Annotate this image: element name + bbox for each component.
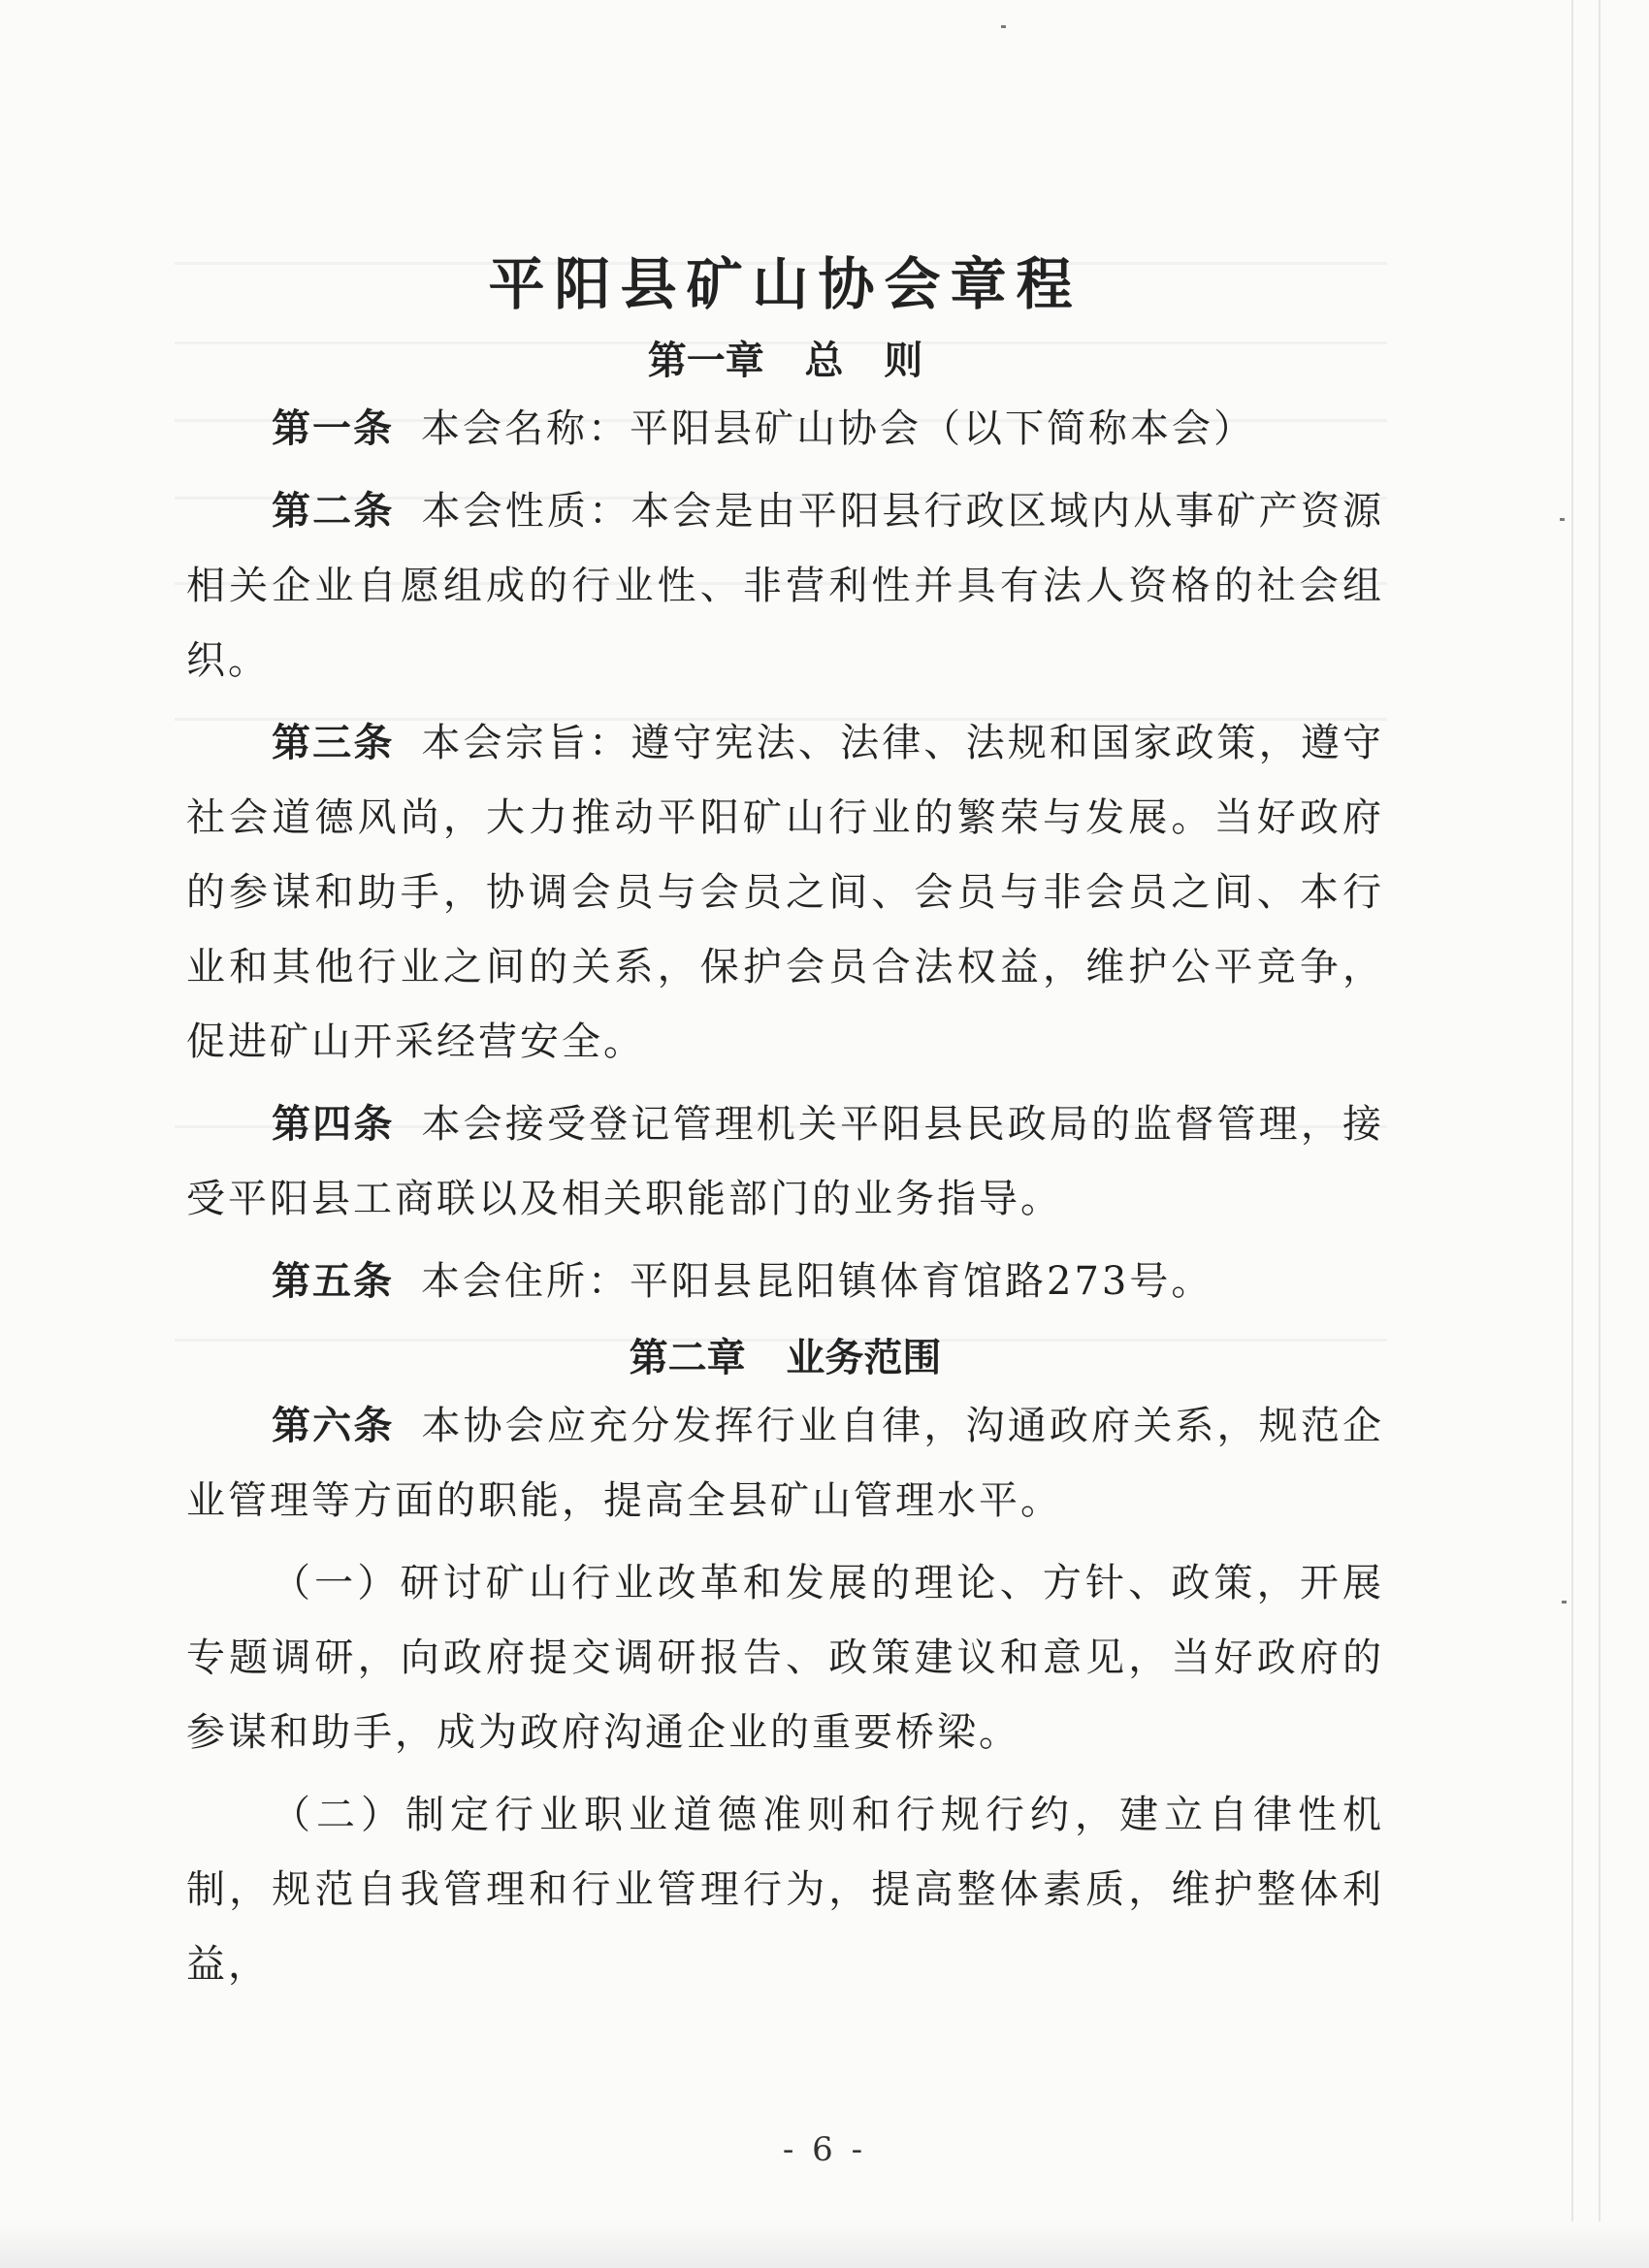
- list-item: （一）研讨矿山行业改革和发展的理论、方针、政策，开展专题调研，向政府提交调研报告、政策建议和意见，当好政府的参谋和助手，成为政府沟通企业的重要桥梁。: [186, 1561, 1384, 1755]
- article: [186, 1389, 1384, 1539]
- article-text: 本会性质：本会是由平阳县行政区域内从事矿产资源相关企业自愿组成的行业性、非营利性并具有法人资格的社会组织。: [186, 489, 1385, 683]
- article-label: 第五条: [272, 1259, 394, 1304]
- staple-mark: [1560, 518, 1565, 521]
- scan-edge-line: [1571, 0, 1573, 2268]
- article-text: 本会宗旨：遵守宪法、法律、法规和国家政策，遵守社会道德风尚，大力推动平阳矿山行业的繁荣与发展。当好政府的参谋和助手，协调会员与会员之间、会员与非会员之间、本行业和其他行业之间的关系，保护会员合法权益，维护公平竞争，促进矿山开采经营安全。: [186, 721, 1385, 1064]
- chapter-heading: 第一章 总 则: [647, 339, 923, 383]
- scan-shadow: [0, 2221, 1649, 2268]
- article-text: 本会接受登记管理机关平阳县民政局的监督管理，接受平阳县工商联以及相关职能部门的业务指导。: [186, 1102, 1385, 1221]
- list-item: （二）制定行业职业道德准则和行规行约，建立自律性机制，规范自我管理和行业管理行为，提高整体素质，维护整体利益，: [186, 1793, 1384, 1987]
- chapter-heading: 第二章 业务范围: [629, 1336, 942, 1380]
- article-text: 本协会应充分发挥行业自律，沟通政府关系，规范企业管理等方面的职能，提高全县矿山管理水平。: [186, 1404, 1385, 1523]
- page-number: - 6 -: [782, 2130, 867, 2169]
- article: [186, 1087, 1384, 1237]
- document-title: 平阳县矿山协会章程: [488, 251, 1083, 317]
- document-body: [186, 250, 1384, 2010]
- staple-mark: [1562, 1601, 1567, 1604]
- scan-edge-line: [1599, 0, 1600, 2268]
- article: [186, 392, 1384, 467]
- article: [186, 1245, 1384, 1319]
- article-label: 第一条: [272, 406, 394, 451]
- article-label: 第二条: [272, 489, 395, 534]
- article: [186, 474, 1384, 698]
- article-label: 第六条: [272, 1404, 395, 1448]
- article-label: 第三条: [272, 721, 395, 765]
- article-label: 第四条: [272, 1102, 395, 1147]
- article-text: 本会名称：平阳县矿山协会（以下简称本会）: [421, 406, 1255, 451]
- article-text: 本会住所：平阳县昆阳镇体育馆路273号。: [421, 1259, 1213, 1304]
- staple-mark: [1001, 25, 1006, 28]
- article: [186, 706, 1384, 1080]
